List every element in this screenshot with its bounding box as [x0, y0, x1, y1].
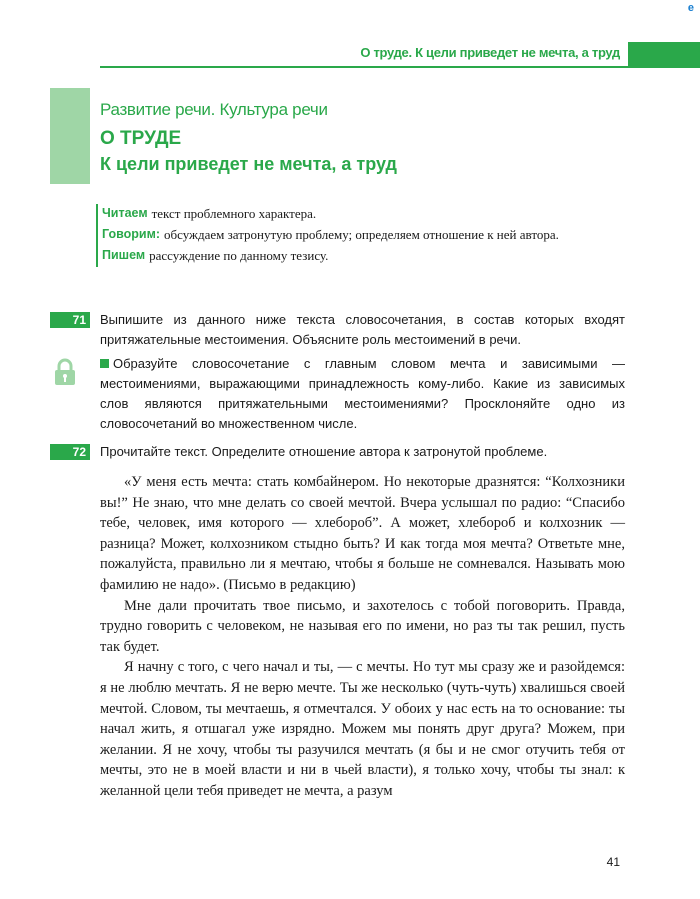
lesson-heading-block: [50, 88, 650, 198]
running-header: [100, 42, 700, 68]
skills-box: [96, 204, 632, 267]
exercise-number: 71: [50, 312, 90, 328]
exercise-text: Выпишите из данного ниже текста словосочетания, в состав которых входят притяжательные местоимения. Объясните роль местоимений в речи.: [100, 312, 625, 347]
skill-key: Читаем: [102, 206, 148, 220]
exercise-number: 72: [50, 444, 90, 460]
story-paragraph: «У меня есть мечта: стать комбайнером. Но некоторые дразнятся: “Колхозники вы!” Не знаю, что мне делать со своей мечтой. Вчера услышал по радио: “Спасибо тебе, человек, имя которого — хлебороб”. А может, хлебороб и колхозник — разница? Может, колхозником стыдно быть? И как тогда моя мечта? Ответьте мне, пожалуйста, правильно ли я мечтаю, чтобы я больше не сомневался. Называть мою фамилию не надо». (Письмо в редакцию): [100, 474, 625, 593]
lesson-color-bar: [50, 88, 90, 184]
lock-icon: [54, 358, 76, 386]
lesson-subtitle: Развитие речи. Культура речи: [100, 100, 328, 119]
reading-text: [100, 472, 625, 802]
skill-row-writing: [102, 246, 632, 265]
story-paragraph: Мне дали прочитать твое письмо, и захотелось с тобой поговорить. Правда, трудно говорить с человеком, не называя его по имени, но раз ты так решил, пусть так будет.: [100, 597, 625, 655]
skill-text: рассуждение по данному тезису.: [149, 248, 329, 263]
green-square-marker: [100, 359, 109, 368]
lesson-title-secondary: К цели приведет не мечта, а труд: [100, 154, 397, 174]
skill-key: Пишем: [102, 248, 146, 262]
skill-text: обсуждаем затронутую проблему; определяем отношение к ней автора.: [163, 227, 559, 242]
skill-key: Говорим:: [102, 227, 160, 241]
exercise-text: Образуйте словосочетание с главным словом мечта и зависимыми — местоимениями, выражающими принадлежность кому-либо. Какие из зависимых слов являются притяжательными местоимениями? Просклоняйте одно из словосочетаний во множественном числе.: [100, 356, 625, 431]
skill-text: текст проблемного характера.: [151, 206, 317, 221]
page-number: 41: [606, 855, 620, 869]
exercise-extra: [50, 354, 625, 434]
running-header-title: О труде. К цели приведет не мечта, а труд: [360, 45, 620, 60]
skill-row-reading: [102, 204, 632, 223]
skill-row-speaking: [102, 225, 632, 244]
publisher-logo: e: [687, 2, 694, 14]
story-paragraph: Я начну с того, с чего начал и ты, — с мечты. Но тут мы сразу же и разойдемся: я не люблю мечтать. Я не верю мечте. Ты же несколько (чуть-чуть) хвалишься своей мечтой. Словом, ты мечтаешь, я отмечтался. У обоих у нас есть на то основание: ты начал жить, я отшагал уже изрядно. Можем мы понять друг друга? Можем, при желании. Я не хочу, чтобы ты разучился мечтать (я бы и не смог отучить тебя от мечты, это не в моей власти и ни в чьей власти), я только хочу, чтобы ты знал: к желанной цели тебя приведет не мечта, а разум: [100, 659, 625, 799]
exercise-text: Прочитайте текст. Определите отношение автора к затронутой проблеме.: [100, 444, 548, 459]
header-color-tab: [628, 42, 700, 66]
lesson-title: О ТРУДЕ: [100, 128, 182, 149]
exercise-72: [50, 442, 625, 462]
exercise-71: [50, 310, 625, 350]
